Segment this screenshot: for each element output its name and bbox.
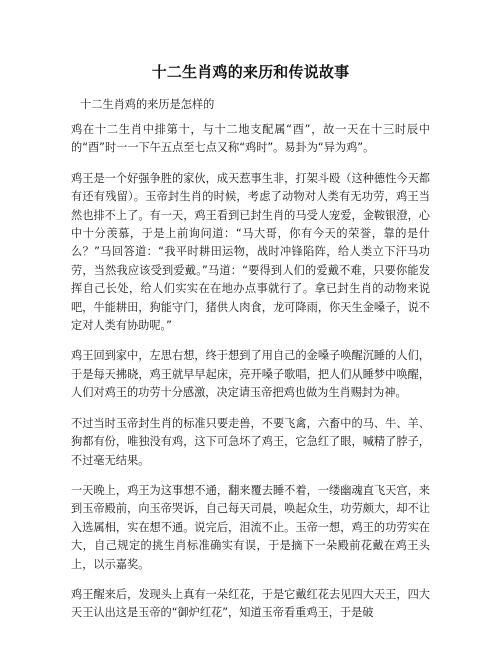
- section-heading: 十二生肖鸡的来历是怎样的: [80, 98, 215, 111]
- paragraph-2: 鸡王是一个好强争胜的家伙，成天惹事生非，打架斗殴（这种德性今天都有还有残留）。玉帝封生肖的时候，考虑了动物对人类有无功劳，鸡王当然也排不上了。有一天，鸡王看到已封生肖的马受人宠爱，金鞍银澄，心中十分羡慕，于是上前询问道：“马大哥，你有今天的荣誉，靠的是什么？”马回答道：“我平时耕田运物，战时冲锋陷阵，给人类立下汗马功劳，当然我应该受到爱戴。”马道：“要得到人们的爱戴不难，只要你能发挥自己长处，给人们实实在在地办点事就行了。拿已封生肖的动物来说吧，牛能耕田，狗能守门，猪供人肉食，龙可降雨，你天生金嗓子，说不定对人类有协助呢。”: [71, 171, 430, 333]
- paragraph-1: 鸡在十二生肖中排第十，与十二地支配属“酉”，故一天在十三时辰中的“酉”时一一下午五点至七点又称“鸡时”。易卦为“异为鸡”。: [71, 123, 430, 155]
- paragraph-3: 鸡王回到家中，左思右想，终于想到了用自己的金嗓子唤醒沉睡的人们，于是每天拂晓，鸡王就早早起床，亮开嗓子歌唱，把人们从睡梦中唤醒，人们对鸡王的功劳十分感激，决定请玉帝把鸡也做为生肖赐封为神。: [71, 349, 430, 400]
- document-title: 十二生肖鸡的来历和传说故事: [151, 63, 350, 81]
- paragraph-6: 鸡王醒来后，发现头上真有一朵红花，于是它戴红花去见四大天王，四大天王认出这是玉帝的“御炉红花”，知道玉帝看重鸡王，于是破: [71, 587, 430, 620]
- paragraph-5: 一天晚上，鸡王为这事想不通，翻来覆去睡不着，一缕幽魂直飞天宫，来到玉帝殿前，向玉帝哭诉，自己每天司晨，唤起众生，功劳颇大，却不让入选属相，实在想不通。说完后，泪流不止。玉帝一想，鸡王的功劳实在大，自己规定的挑生肖标准确实有误，于是摘下一朵殿前花戴在鸡王头上，以示嘉奖。: [71, 483, 430, 571]
- paragraph-4: 不过当时玉帝封生肖的标准只要走兽，不要飞禽，六畜中的马、牛、羊、狗都有份，唯独没有鸡，这下可急坏了鸡王，它急红了眼，喊精了脖子，不过毫无结果。: [71, 416, 430, 467]
